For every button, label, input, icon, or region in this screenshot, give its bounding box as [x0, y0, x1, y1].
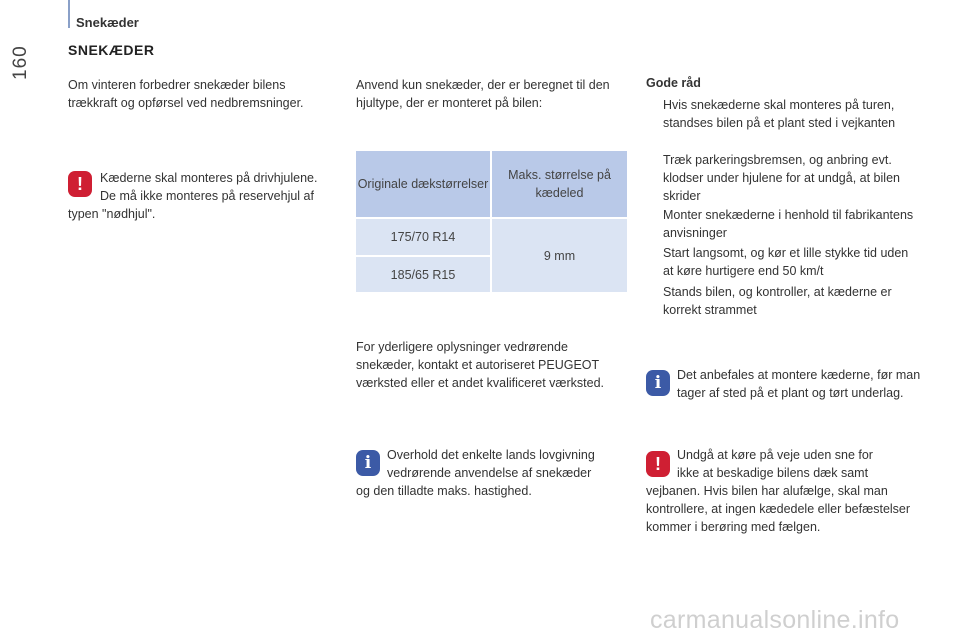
warning-line-2: De må ikke monteres på reservehjul af	[100, 189, 314, 203]
info-icon: i	[356, 450, 380, 476]
tip-item	[646, 206, 921, 242]
warning-line-1: Kæderne skal monteres på drivhjulene.	[100, 171, 318, 185]
info-line-1: Overhold det enkelte lands lovgivning	[387, 448, 595, 462]
table-column-divider	[490, 151, 492, 292]
table-cell-size-2: 185/65 R15	[356, 257, 490, 292]
warning-line-3: typen "nødhjul".	[68, 207, 156, 221]
table-row-divider	[356, 255, 490, 257]
table-intro-text: Anvend kun snekæder, der er beregnet til den hjultype, der er monteret på bilen:	[356, 78, 610, 110]
more-info-text: For yderligere oplysninger vedrørende snekæder, kontakt et autoriseret PEUGEOT værksted eller et andet kvalificeret værksted.	[356, 340, 605, 390]
table-cell-size-1: 175/70 R14	[356, 219, 490, 255]
tip-text: Start langsomt, og kør et lille stykke tid uden at køre hurtigere end 50 km/t	[663, 246, 909, 278]
table-row-divider	[356, 217, 627, 219]
info-line-2: vedrørende anvendelse af snekæder	[387, 466, 592, 480]
page-title: SNEKÆDER	[68, 42, 155, 58]
warning-line-1: Undgå at køre på veje uden sne for	[677, 448, 873, 462]
tip-item	[646, 244, 921, 280]
tip-text: Monter snekæderne i henhold til fabrikantens anvisninger	[663, 208, 914, 240]
table-header-max-link: Maks. størrelse på kædeled	[492, 151, 627, 217]
recommendation-text: Det anbefales at montere kæderne, før man tager af sted på et plant og tørt underlag.	[677, 368, 921, 400]
info-line-3: og den tilladte maks. hastighed.	[356, 484, 532, 498]
section-header: Snekæder	[76, 15, 139, 30]
header-rule	[68, 0, 70, 28]
tip-item	[646, 151, 921, 205]
page-number: 160	[10, 45, 31, 80]
chain-size-table	[356, 151, 627, 292]
info-icon: i	[646, 370, 670, 396]
tip-item	[646, 283, 921, 319]
warning-rest: vejbanen. Hvis bilen har alufælge, skal man kontrollere, at ingen kædedele eller befæstelser kommer i berøring med fælgen.	[646, 484, 911, 534]
watermark: carmanualsonline.info	[650, 606, 900, 634]
tip-text: Stands bilen, og kontroller, at kæderne er korrekt strammet	[663, 285, 892, 317]
intro-text: Om vinteren forbedrer snekæder bilens trækkraft og opførsel ved nedbremsninger.	[68, 78, 304, 110]
tip-text: Træk parkeringsbremsen, og anbring evt. klodser under hjulene for at undgå, at bilen skrider	[663, 153, 900, 203]
tip-item	[646, 96, 921, 132]
table-header-original-sizes: Originale dækstørrelser	[356, 151, 490, 217]
tips-title: Gode råd	[646, 76, 701, 90]
table-cell-max-link: 9 mm	[492, 219, 627, 292]
tip-text: Hvis snekæderne skal monteres på turen, standses bilen på et plant sted i vejkanten	[663, 98, 896, 130]
warning-line-2: ikke at beskadige bilens dæk samt	[677, 466, 869, 480]
warning-icon: !	[68, 171, 92, 197]
warning-icon: !	[646, 451, 670, 477]
